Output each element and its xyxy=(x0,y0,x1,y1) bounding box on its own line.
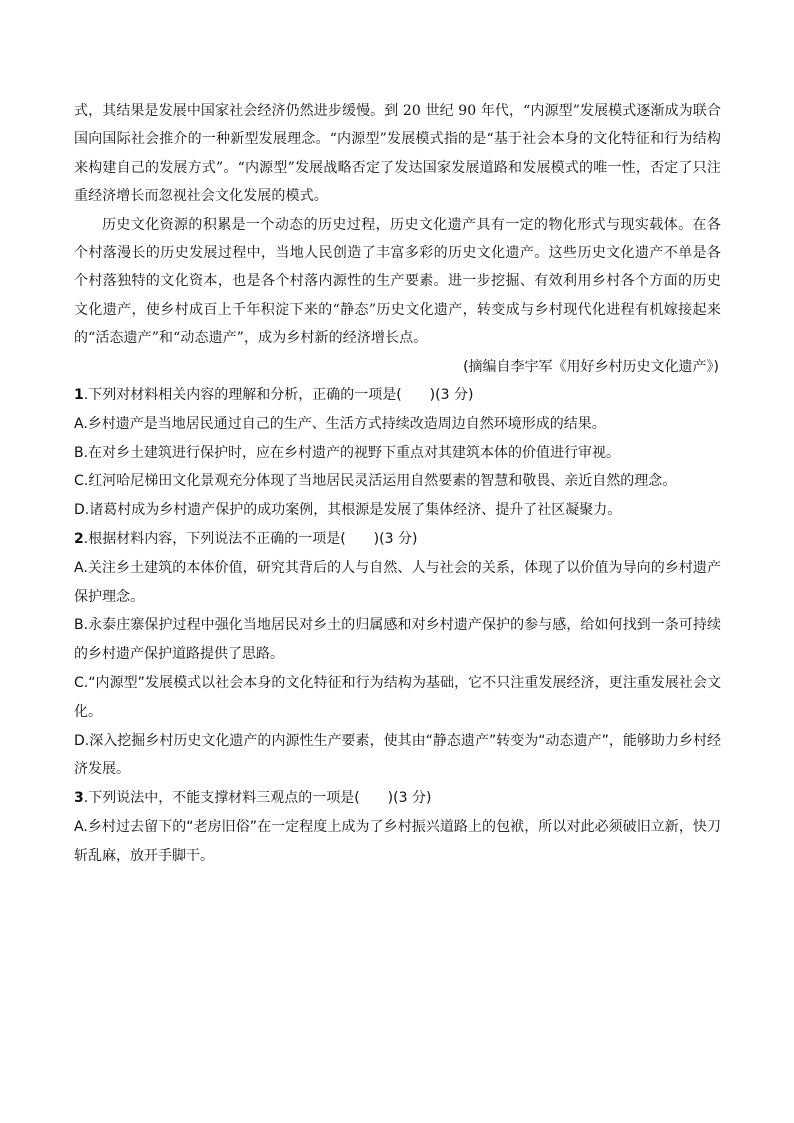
question-3-number: 3 xyxy=(74,790,84,807)
question-1-text: .下列对材料相关内容的理解和分析，正确的一项是( )(3 分) xyxy=(83,387,474,404)
question-1-number: 1 xyxy=(74,387,84,404)
question-2-number: 2 xyxy=(74,531,84,548)
question-2-stem xyxy=(74,525,721,554)
question-2-option-d: D.深入挖掘乡村历史文化遗产的内源性生产要素，使其由“静态遗产”转变为“动态遗产”，能够助力乡村经济发展。 xyxy=(74,732,721,778)
question-2-text: .根据材料内容，下列说法不正确的一项是( )(3 分) xyxy=(83,531,418,548)
passage-paragraph-1: 式，其结果是发展中国家社会经济仍然进步缓慢。到 20 世纪 90 年代，“内源型”发展模式逐渐成为联合国向国际社会推介的一种新型发展理念。“内源型”发展模式指的是“基于社会本身的文化特征和行为结构来构建自己的发展方式”。“内源型”发展战略否定了发达国家发展道路和发展模式的唯一性，否定了只注重经济增长而忽视社会文化发展的模式。 xyxy=(74,103,721,205)
question-2-option-a: A.关注乡土建筑的本体价值，研究其背后的人与自然、人与社会的关系，体现了以价值为导向的乡村遗产保护理念。 xyxy=(74,559,721,605)
question-3-stem xyxy=(74,784,721,813)
question-3-option-a: A.乡村过去留下的“老房旧俗”在一定程度上成为了乡村振兴道路上的包袱，所以对此必须破旧立新，快刀斩乱麻，放开手脚干。 xyxy=(74,819,721,864)
passage-paragraph-2: 历史文化资源的积累是一个动态的历史过程，历史文化遗产具有一定的物化形式与现实载体。在各个村落漫长的历史发展过程中，当地人民创造了丰富多彩的历史文化遗产。这些历史文化遗产不单是各个村落独特的文化资本，也是各个村落内源性的生产要素。进一步挖掘、有效利用乡村各个方面的历史文化遗产，使乡村成百上千年积淀下来的“静态”历史文化遗产，转变成与乡村现代化进程有机嫁接起来的“活态遗产”和“动态遗产”，成为乡村新的经济增长点。 xyxy=(74,216,721,347)
question-1 xyxy=(74,381,721,525)
passage-source: (摘编自李宇军《用好乡村历史文化遗产》) xyxy=(463,358,719,375)
question-2-option-b: B.永泰庄寨保护过程中强化当地居民对乡土的归属感和对乡村遗产保护的参与感，给如何找到一条可持续的乡村遗产保护道路提供了思路。 xyxy=(74,617,721,663)
question-1-option-a: A.乡村遗产是当地居民通过自己的生产、生活方式持续改造周边自然环境形成的结果。 xyxy=(74,415,606,432)
question-1-option-d: D.诸葛村成为乡村遗产保护的成功案例，其根源是发展了集体经济、提升了社区凝聚力。 xyxy=(74,502,622,519)
question-2-option-c: C.“内源型”发展模式以社会本身的文化特征和行为结构为基础，它不只注重发展经济，更注重发展社会文化。 xyxy=(74,675,721,720)
question-1-option-c: C.红河哈尼梯田文化景观充分体现了当地居民灵活运用自然要素的智慧和敬畏、亲近自然的理念。 xyxy=(74,473,677,490)
question-2 xyxy=(74,525,721,784)
question-1-stem xyxy=(74,381,721,410)
question-3-text: .下列说法中，不能支撑材料三观点的一项是( )(3 分) xyxy=(83,790,432,807)
question-3 xyxy=(74,784,721,870)
question-1-option-b: B.在对乡土建筑进行保护时，应在乡村遗产的视野下重点对其建筑本体的价值进行审视。 xyxy=(74,444,621,461)
